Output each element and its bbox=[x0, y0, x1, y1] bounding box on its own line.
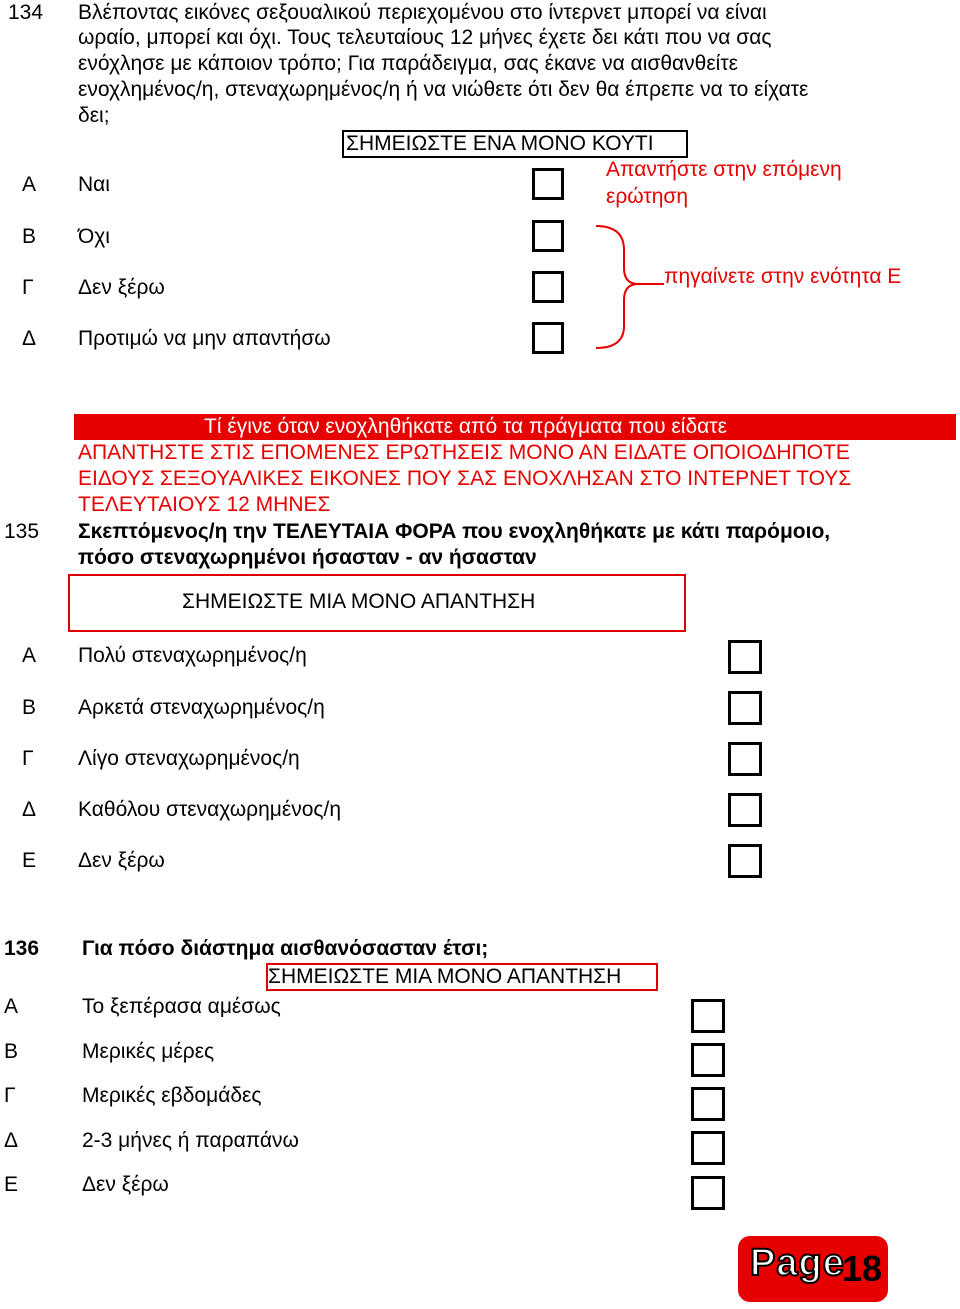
option-label: Δεν ξέρω bbox=[78, 849, 165, 872]
option-letter: Β bbox=[4, 1040, 19, 1063]
option-label: Πολύ στεναχωρημένος/η bbox=[78, 644, 307, 667]
option-label: Μερικές μέρες bbox=[82, 1040, 215, 1063]
option-label: Το ξεπέρασα αμέσως bbox=[82, 995, 281, 1018]
option-label: Προτιμώ να μην απαντήσω bbox=[78, 327, 331, 350]
option-letter: Α bbox=[22, 173, 37, 196]
option-letter: Β bbox=[22, 696, 37, 719]
checkbox-q136-e[interactable] bbox=[691, 1176, 725, 1210]
question-text-line: δει; bbox=[78, 104, 110, 127]
option-letter: Ε bbox=[22, 849, 37, 872]
question-number: 134 bbox=[8, 1, 44, 24]
section-banner: Τί έγινε όταν ενοχληθήκατε από τα πράγματα που είδατε bbox=[74, 414, 956, 440]
instruction-text: ΣΗΜΕΙΩΣΤΕ ΜΙΑ ΜΟΝΟ ΑΠΑΝΤΗΣΗ bbox=[268, 965, 622, 988]
checkbox-q136-c[interactable] bbox=[691, 1087, 725, 1121]
option-letter: Α bbox=[22, 644, 37, 667]
page-number-badge bbox=[738, 1236, 888, 1302]
option-letter: Γ bbox=[22, 276, 34, 299]
question-text-line: πόσο στεναχωρημένοι ήσασταν - αν ήσασταν bbox=[78, 546, 537, 569]
banner-instruction-line: ΤΕΛΕΥΤΑΙΟΥΣ 12 ΜΗΝΕΣ bbox=[78, 493, 331, 516]
option-letter: Δ bbox=[22, 327, 37, 350]
option-label: Μερικές εβδομάδες bbox=[82, 1084, 262, 1107]
skip-note: πηγαίνετε στην ενότητα Ε bbox=[664, 265, 902, 288]
question-text: Για πόσο διάστημα αισθανόσασταν έτσι; bbox=[82, 937, 489, 960]
option-label: Δεν ξέρω bbox=[78, 276, 165, 299]
banner-instruction-line: ΑΠΑΝΤΗΣΤΕ ΣΤΙΣ ΕΠΟΜΕΝΕΣ ΕΡΩΤΗΣΕΙΣ ΜΟΝΟ ΑΝ ΕΙΔΑΤΕ ΟΠΟΙΟΔΗΠΟΤΕ bbox=[78, 441, 850, 464]
next-question-note: ερώτηση bbox=[606, 185, 689, 208]
option-label: Λίγο στεναχωρημένος/η bbox=[78, 747, 300, 770]
checkbox-q134-b[interactable] bbox=[532, 220, 564, 252]
instruction-text: ΣΗΜΕΙΩΣΤΕ ΕΝΑ ΜΟΝΟ ΚΟΥΤΙ bbox=[346, 132, 654, 155]
next-question-note: Απαντήστε στην επόμενη bbox=[606, 158, 842, 181]
checkbox-q136-a[interactable] bbox=[691, 999, 725, 1033]
option-letter: Γ bbox=[4, 1084, 16, 1107]
checkbox-q134-d[interactable] bbox=[532, 322, 564, 354]
option-label: Ναι bbox=[78, 173, 110, 196]
question-text-line: Βλέποντας εικόνες σεξουαλικού περιεχομένου στο ίντερνετ μπορεί να είναι bbox=[78, 1, 767, 24]
checkbox-q135-c[interactable] bbox=[728, 742, 762, 776]
checkbox-q136-b[interactable] bbox=[691, 1043, 725, 1077]
question-text-line: ενοχλημένος/η, στεναχωρημένος/η ή να νιώθετε ότι δεν θα έπρεπε να το είχατε bbox=[78, 78, 809, 101]
question-text-line: ωραίο, μπορεί και όχι. Τους τελευταίους 12 μήνες έχετε δει κάτι που να σας bbox=[78, 26, 772, 49]
option-letter: Γ bbox=[22, 747, 34, 770]
checkbox-q134-a[interactable] bbox=[532, 168, 564, 200]
page-label: Page bbox=[750, 1242, 845, 1284]
checkbox-q134-c[interactable] bbox=[532, 271, 564, 303]
instruction-text: ΣΗΜΕΙΩΣΤΕ ΜΙΑ ΜΟΝΟ ΑΠΑΝΤΗΣΗ bbox=[182, 590, 536, 613]
checkbox-q135-b[interactable] bbox=[728, 691, 762, 725]
banner-instruction-line: ΕΙΔΟΥΣ ΣΕΞΟΥΑΛΙΚΕΣ ΕΙΚΟΝΕΣ ΠΟΥ ΣΑΣ ΕΝΟΧΛΗΣΑΝ ΣΤΟ ΙΝΤΕΡΝΕΤ ΤΟΥΣ bbox=[78, 467, 852, 490]
page-number: 18 bbox=[842, 1248, 883, 1289]
option-label: Όχι bbox=[78, 225, 110, 248]
option-label: Αρκετά στεναχωρημένος/η bbox=[78, 696, 325, 719]
option-letter: Β bbox=[22, 225, 37, 248]
option-label: Δεν ξέρω bbox=[82, 1173, 169, 1196]
curly-brace-icon bbox=[590, 222, 670, 352]
checkbox-q135-e[interactable] bbox=[728, 844, 762, 878]
option-letter: Ε bbox=[4, 1173, 19, 1196]
option-letter: Α bbox=[4, 995, 19, 1018]
question-number: 135 bbox=[4, 520, 40, 543]
question-text-line: Σκεπτόμενος/η την ΤΕΛΕΥΤΑΙΑ ΦΟΡΑ που ενοχληθήκατε με κάτι παρόμοιο, bbox=[78, 520, 831, 543]
checkbox-q136-d[interactable] bbox=[691, 1131, 725, 1165]
option-letter: Δ bbox=[22, 798, 37, 821]
checkbox-q135-d[interactable] bbox=[728, 793, 762, 827]
question-number: 136 bbox=[4, 937, 40, 960]
option-letter: Δ bbox=[4, 1129, 19, 1152]
question-text-line: ενόχλησε με κάποιον τρόπο; Για παράδειγμα, σας έκανε να αισθανθείτε bbox=[78, 52, 739, 75]
option-label: 2-3 μήνες ή παραπάνω bbox=[82, 1129, 299, 1152]
checkbox-q135-a[interactable] bbox=[728, 640, 762, 674]
option-label: Καθόλου στεναχωρημένος/η bbox=[78, 798, 342, 821]
